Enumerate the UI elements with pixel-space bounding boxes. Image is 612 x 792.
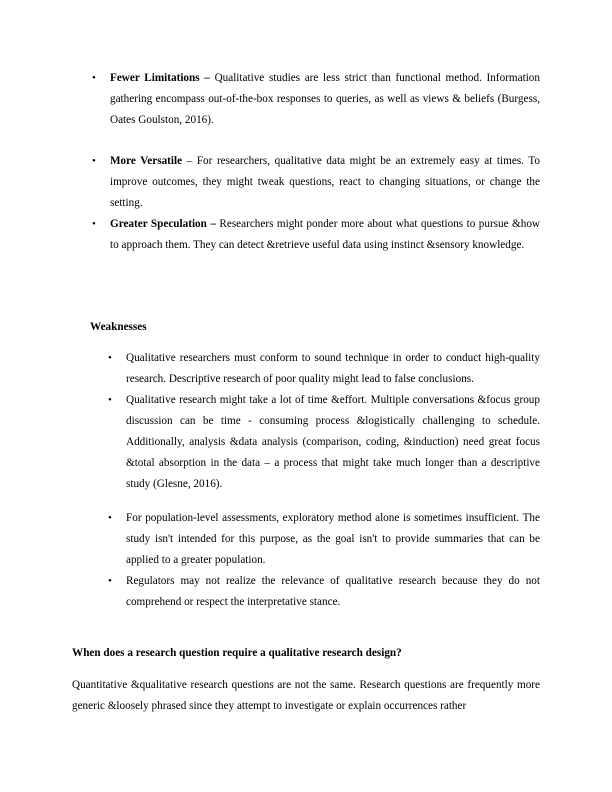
list-item bbox=[108, 348, 540, 390]
item-text: Regulators may not realize the relevance of qualitative research because they do not comprehend or respect the interpretative stance. bbox=[126, 575, 540, 608]
bullet-icon: • bbox=[92, 155, 96, 167]
item-text: Qualitative studies are less strict than functional method. Information gathering encompass out-of-the-box responses to queries, as well as views & beliefs (Burgess, Oates Goulston, 2016). bbox=[110, 72, 540, 126]
item-term: More Versatile bbox=[110, 155, 183, 167]
weaknesses-heading: Weaknesses bbox=[90, 321, 147, 333]
list-item bbox=[108, 508, 540, 571]
strengths-list bbox=[92, 68, 540, 131]
item-term: Fewer Limitations bbox=[110, 72, 200, 84]
item-separator: – bbox=[182, 155, 197, 167]
list-item bbox=[108, 571, 540, 613]
item-separator: – bbox=[199, 72, 215, 84]
item-separator: – bbox=[206, 218, 220, 230]
item-text: Qualitative research might take a lot of time &effort. Multiple conversations &focus group discussion can be time - consuming process &logistically challenging to schedule. Additionally, analysis &data analysis (comparison, coding, &induction) need great focus &total absorption in the data – a process that might take much longer than a descriptive study (Glesne, 2016). bbox=[126, 394, 540, 490]
section-heading: When does a research question require a qualitative research design? bbox=[72, 647, 402, 659]
list-item-greater-speculation bbox=[92, 214, 540, 256]
body-paragraph: Quantitative &qualitative research questions are not the same. Research questions are frequently more generic &loosely phrased since they attempt to investigate or explain occurrences rather bbox=[72, 679, 540, 712]
item-text: For researchers, qualitative data might be an extremely easy at times. To improve outcomes, they might tweak questions, react to changing situations, or change the setting. bbox=[110, 155, 540, 209]
item-term: Greater Speculation bbox=[110, 218, 207, 230]
weaknesses-list bbox=[108, 348, 540, 495]
list-item-more-versatile bbox=[92, 151, 540, 214]
bullet-icon: • bbox=[108, 394, 112, 406]
bullet-icon: • bbox=[108, 352, 112, 364]
list-item-fewer-limitations bbox=[92, 68, 540, 131]
bullet-icon: • bbox=[108, 575, 112, 587]
strengths-list-2 bbox=[92, 151, 540, 256]
item-text: For population-level assessments, exploratory method alone is sometimes insufficient. The study isn't intended for this purpose, as the goal isn't to provide summaries that can be applied to a greater population. bbox=[126, 512, 540, 566]
bullet-icon: • bbox=[92, 218, 96, 230]
item-text: Researchers might ponder more about what questions to pursue &how to approach them. They can detect &retrieve useful data using instinct &sensory knowledge. bbox=[110, 218, 540, 251]
list-item bbox=[108, 390, 540, 495]
bullet-icon: • bbox=[108, 512, 112, 524]
item-text: Qualitative researchers must conform to sound technique in order to conduct high-quality research. Descriptive research of poor quality might lead to false conclusions. bbox=[126, 352, 540, 385]
bullet-icon: • bbox=[92, 72, 96, 84]
weaknesses-list-2 bbox=[108, 508, 540, 613]
